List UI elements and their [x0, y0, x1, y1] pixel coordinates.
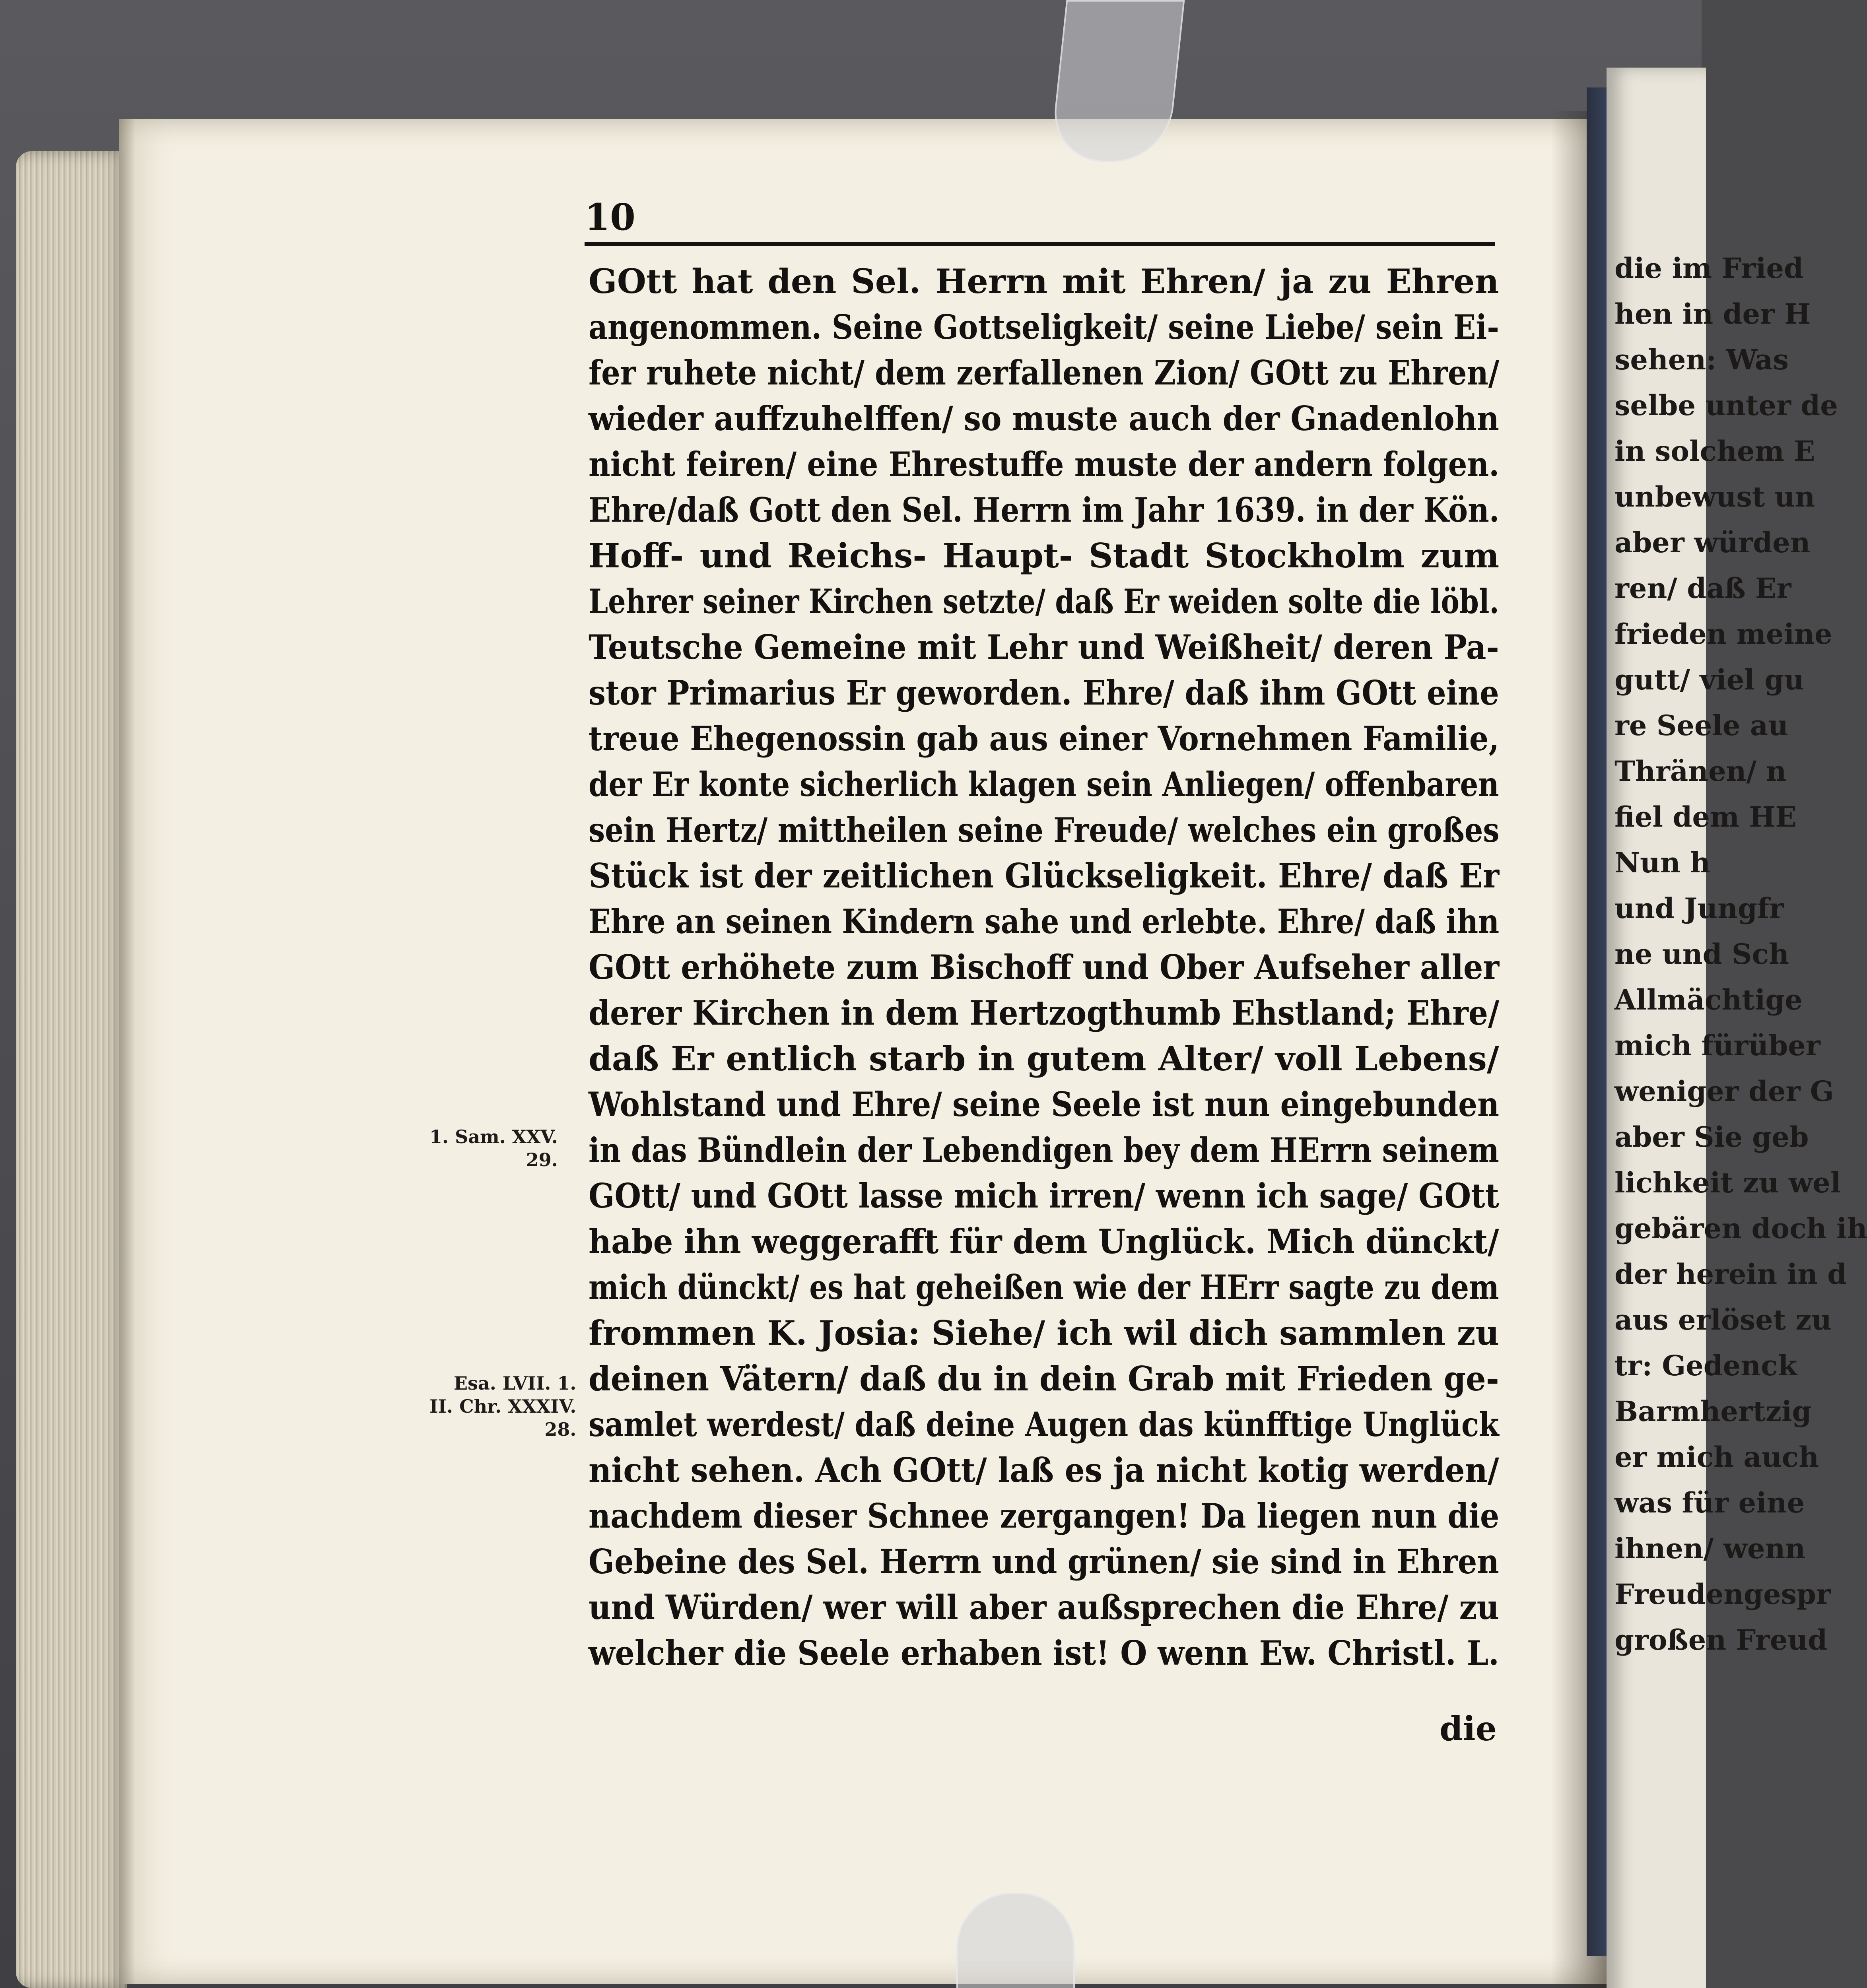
- facing-page-line: die im Fried: [1614, 252, 1803, 285]
- facing-page-line: und Jungfr: [1614, 892, 1784, 925]
- facing-page: [1607, 68, 1867, 1988]
- marginal-note-2: [429, 1372, 576, 1441]
- text-line: frommen K. Josia: Siehe/ ich wil dich sammlen zu: [589, 1313, 1500, 1353]
- facing-page-line: aus erlöset zu: [1614, 1303, 1832, 1336]
- marginal-note-line: Esa. LVII. 1.: [453, 1373, 577, 1394]
- facing-page-line: tr: Gedenck: [1614, 1349, 1797, 1382]
- marginal-note-1: [429, 1125, 558, 1171]
- marginal-note-line: 1. Sam. XXV.: [429, 1126, 558, 1147]
- text-line: der Er konte sicherlich klagen sein Anliegen/ offenbaren: [589, 765, 1499, 804]
- facing-page-line: Allmächtige: [1614, 983, 1803, 1016]
- text-line: wieder auffzuhelffen/ so muste auch der Gnadenlohn: [589, 399, 1499, 438]
- text-line: Wohlstand und Ehre/ seine Seele ist nun eingebunden: [589, 1085, 1499, 1124]
- facing-page-line: Barmhertzig: [1614, 1395, 1812, 1428]
- marginal-note-line: 28.: [544, 1419, 577, 1440]
- text-line: GOtt erhöhete zum Bischoff und Ober Aufseher aller: [589, 947, 1500, 987]
- facing-page-line: in solchem E: [1614, 435, 1815, 468]
- text-line: Gebeine des Sel. Herrn und grünen/ sie sind in Ehren: [589, 1542, 1499, 1581]
- text-line: und Würden/ wer will aber außsprechen die Ehre/ zu: [589, 1588, 1500, 1627]
- text-line: in das Bündlein der Lebendigen bey dem HErrn seinem: [589, 1130, 1499, 1170]
- text-line: mich dünckt/ es hat geheißen wie der HErr sagte zu dem: [589, 1268, 1499, 1307]
- text-line: nachdem dieser Schnee zergangen! Da liegen nun die: [589, 1496, 1500, 1536]
- text-line: stor Primarius Er geworden. Ehre/ daß ihm GOtt eine: [589, 673, 1499, 712]
- facing-page-line: gutt/ viel gu: [1614, 663, 1805, 696]
- marginal-note-line: 29.: [526, 1149, 558, 1171]
- text-line: nicht sehen. Ach GOtt/ laß es ja nicht kotig werden/: [589, 1450, 1499, 1490]
- facing-page-line: mich fürüber: [1614, 1029, 1820, 1062]
- facing-page-line: aber Sie geb: [1614, 1120, 1809, 1153]
- text-line: Hoff- und Reichs- Haupt- Stadt Stockholm zum: [589, 536, 1500, 575]
- text-line: Ehre an seinen Kindern sahe und erlebte. Ehre/ daß ihn: [589, 902, 1500, 941]
- facing-page-line: frieden meine: [1614, 617, 1832, 650]
- text-line: daß Er entlich starb in gutem Alter/ voll Lebens/: [589, 1039, 1499, 1078]
- facing-page-line: ren/ daß Er: [1614, 572, 1791, 605]
- text-line: habe ihn weggerafft für dem Unglück. Mich dünckt/: [589, 1222, 1499, 1261]
- facing-page-line: aber würden: [1614, 526, 1811, 559]
- facing-page-line: ihnen/ wenn: [1614, 1532, 1806, 1565]
- facing-page-line: re Seele au: [1614, 709, 1789, 742]
- text-line: angenommen. Seine Gottseligkeit/ seine Liebe/ sein Ei-: [589, 307, 1499, 347]
- facing-page-line: Freudengespr: [1614, 1578, 1831, 1611]
- facing-page-line: fiel dem HE: [1614, 800, 1797, 833]
- catchword: die: [1440, 1709, 1497, 1748]
- text-line: Stück ist der zeitlichen Glückseligkeit. Ehre/ daß Er: [589, 856, 1500, 895]
- facing-page-line: der herein in d: [1614, 1258, 1847, 1291]
- facing-page-line: was für eine: [1614, 1486, 1805, 1519]
- text-line: fer ruhete nicht/ dem zerfallenen Zion/ GOtt zu Ehren/: [589, 353, 1500, 392]
- text-line: welcher die Seele erhaben ist! O wenn Ew. Christl. L.: [589, 1633, 1499, 1673]
- text-line: treue Ehegenossin gab aus einer Vornehmen Familie,: [589, 719, 1500, 758]
- text-line: nicht feiren/ eine Ehrestuffe muste der andern folgen.: [589, 445, 1500, 484]
- text-line: Teutsche Gemeine mit Lehr und Weißheit/ deren Pa-: [589, 627, 1499, 667]
- text-line: Ehre/daß Gott den Sel. Herrn im Jahr 1639. in der Kön.: [589, 490, 1500, 530]
- facing-page-line: er mich auch: [1614, 1441, 1819, 1474]
- page-number: 10: [585, 196, 636, 239]
- facing-page-line: selbe unter de: [1614, 389, 1838, 422]
- facing-page-line: weniger der G: [1614, 1075, 1834, 1108]
- facing-page-line: hen in der H: [1614, 297, 1811, 330]
- facing-page-line: sehen: Was: [1614, 343, 1789, 376]
- text-line: Lehrer seiner Kirchen setzte/ daß Er weiden solte die löbl.: [589, 582, 1499, 621]
- text-line: deinen Vätern/ daß du in dein Grab mit Frieden ge-: [589, 1359, 1499, 1398]
- facing-page-line: ne und Sch: [1614, 938, 1789, 971]
- text-line: sein Hertz/ mittheilen seine Freude/ welches ein großes: [589, 810, 1500, 850]
- text-line: GOtt/ und GOtt lasse mich irren/ wenn ich sage/ GOtt: [589, 1176, 1499, 1215]
- facing-page-line: unbewust un: [1614, 480, 1815, 513]
- facing-page-line: großen Freud: [1614, 1623, 1828, 1656]
- facing-page-line: gebären doch ih: [1614, 1212, 1867, 1245]
- facing-page-line: lichkeit zu wel: [1614, 1166, 1841, 1199]
- main-text-block: [589, 258, 1499, 1676]
- book-leaf-edges: [16, 151, 127, 1988]
- page-edge-shadow: [119, 119, 135, 1984]
- header-rule: [585, 242, 1495, 246]
- text-line: GOtt hat den Sel. Herrn mit Ehren/ ja zu Ehren: [589, 262, 1499, 301]
- facing-page-line: Thränen/ n: [1614, 755, 1787, 788]
- marginal-note-line: II. Chr. XXXIV.: [429, 1396, 577, 1417]
- facing-page-line: Nun h: [1614, 846, 1711, 879]
- text-line: derer Kirchen in dem Hertzogthumb Ehstland; Ehre/: [589, 993, 1500, 1033]
- text-line: samlet werdest/ daß deine Augen das künfftige Unglück: [589, 1405, 1499, 1444]
